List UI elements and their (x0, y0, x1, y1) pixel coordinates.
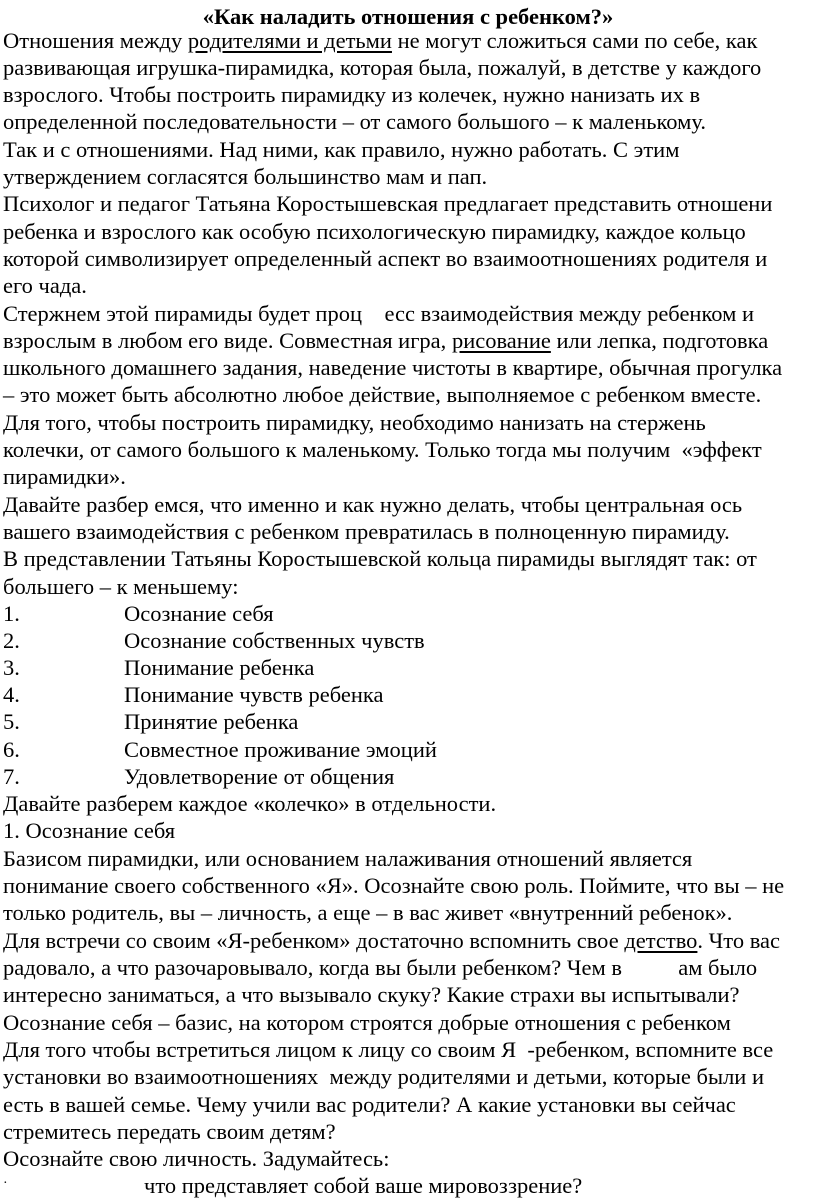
text-line: которой символизирует определенный аспект во взаимоотношениях родителя и (3, 246, 768, 271)
link-drawing[interactable]: рисование (451, 328, 551, 353)
text-line: большего – к меньшему: (3, 574, 239, 599)
text-line: Психолог и педагог Татьяна Коростышевская предлагает представить отношени (3, 191, 773, 216)
text-span: Для встречи со своим «Я-ребенком» достаточно вспомнить свое (3, 928, 619, 953)
list-item: Понимание чувств ребенка (124, 682, 384, 707)
list-item: Принятие ребенка (124, 709, 299, 734)
text-line (3, 327, 768, 354)
list-item-number: 4. (3, 682, 20, 707)
text-span: . Что вас (697, 928, 781, 953)
text-line (3, 27, 757, 54)
text-line (3, 927, 780, 954)
link-childhood[interactable]: детство (624, 928, 698, 953)
text-line: интересно заниматься, а что вызывало скуку? Какие страхи вы испытывали? (3, 982, 740, 1007)
text-line: вашего взаимодействия с ребенком превратилась в полноценную пирамиду. (3, 519, 730, 544)
text-span: взрослым в любом его виде. Совместная игра, (3, 328, 447, 353)
section-heading: 1. Осознание себя (3, 818, 176, 843)
document-title: «Как наладить отношения с ребенком?» (202, 4, 614, 29)
text-line: Осознание себя – базис, на котором строятся добрые отношения с ребенком (3, 1010, 731, 1035)
text-line: есть в вашей семье. Чему учили вас родители? А какие установки вы сейчас (3, 1092, 736, 1117)
text-line: только родитель, вы – личность, а еще – в вас живет «внутренний ребенок». (3, 900, 733, 925)
text-line: школьного домашнего задания, наведение чистоты в квартире, обычная прогулка (3, 355, 783, 380)
text-line: Для того, чтобы построить пирамидку, необходимо нанизать на стержень (3, 410, 706, 435)
text-line: развивающая игрушка-пирамидка, которая была, пожалуй, в детстве у каждого (3, 55, 762, 80)
text-line: его чада. (3, 273, 87, 298)
list-item: Осознание собственных чувств (124, 628, 425, 653)
text-line: – это может быть абсолютно любое действие, выполняемое с ребенком вместе. (3, 382, 762, 407)
text-span: или лепка, подготовка (556, 328, 769, 353)
list-item: Совместное проживание эмоций (124, 737, 437, 762)
list-item-number: 5. (3, 709, 20, 734)
list-item: Понимание ребенка (124, 655, 315, 680)
bullet-marker: · (3, 1176, 8, 1191)
text-line: В представлении Татьяны Коростышевской кольца пирамиды выглядят так: от (3, 546, 757, 571)
text-line: ребенка и взрослого как особую психологическую пирамидку, каждое кольцо (3, 219, 746, 244)
text-line: Стержнем этой пирамиды будет проц есс взаимодействия между ребенком и (3, 301, 754, 326)
text-line: Базисом пирамидки, или основанием налаживания отношений является (3, 846, 693, 871)
text-line: Для того чтобы встретиться лицом к лицу со своим Я -ребенком, вспомните все (3, 1037, 774, 1062)
list-item: Удовлетворение от общения (124, 764, 395, 789)
text-line: Давайте разберем каждое «колечко» в отдельности. (3, 791, 497, 816)
list-item-number: 7. (3, 764, 20, 789)
list-item-number: 1. (3, 601, 20, 626)
text-line: пирамидки». (3, 464, 126, 489)
list-item-number: 2. (3, 628, 20, 653)
list-item: Осознание себя (124, 601, 274, 626)
text-span: не могут сложиться сами по себе, как (397, 28, 758, 53)
text-line: определенной последовательности – от самого большого – к маленькому. (3, 109, 706, 134)
text-line: утверждением согласятся большинство мам и пап. (3, 164, 488, 189)
text-span: Отношения между (3, 28, 183, 53)
text-line: колечки, от самого большого к маленькому. Только тогда мы получим «эффект (3, 437, 762, 462)
text-line: понимание своего собственного «Я». Осознайте свою роль. Поймите, что вы – не (3, 873, 785, 898)
list-item-number: 3. (3, 655, 20, 680)
text-line: взрослого. Чтобы построить пирамидку из колечек, нужно нанизать их в (3, 82, 701, 107)
bullet-item: что представляет собой ваше мировоззрение? (144, 1173, 583, 1198)
text-line: Так и с отношениями. Над ними, как правило, нужно работать. С этим (3, 137, 680, 162)
list-item-number: 6. (3, 737, 20, 762)
text-line: установки во взаимоотношениях между родителями и детьми, которые были и (3, 1064, 765, 1089)
text-line: радовало, а что разочаровывало, когда вы были ребенком? Чем в ам было (3, 955, 758, 980)
text-line: стремитесь передать своим детям? (3, 1119, 336, 1144)
text-line: Давайте разбер емся, что именно и как нужно делать, чтобы центральная ось (3, 492, 743, 517)
text-line: Осознайте свою личность. Задумайтесь: (3, 1146, 390, 1171)
link-parents-children[interactable]: родителями и детьми (187, 28, 392, 53)
